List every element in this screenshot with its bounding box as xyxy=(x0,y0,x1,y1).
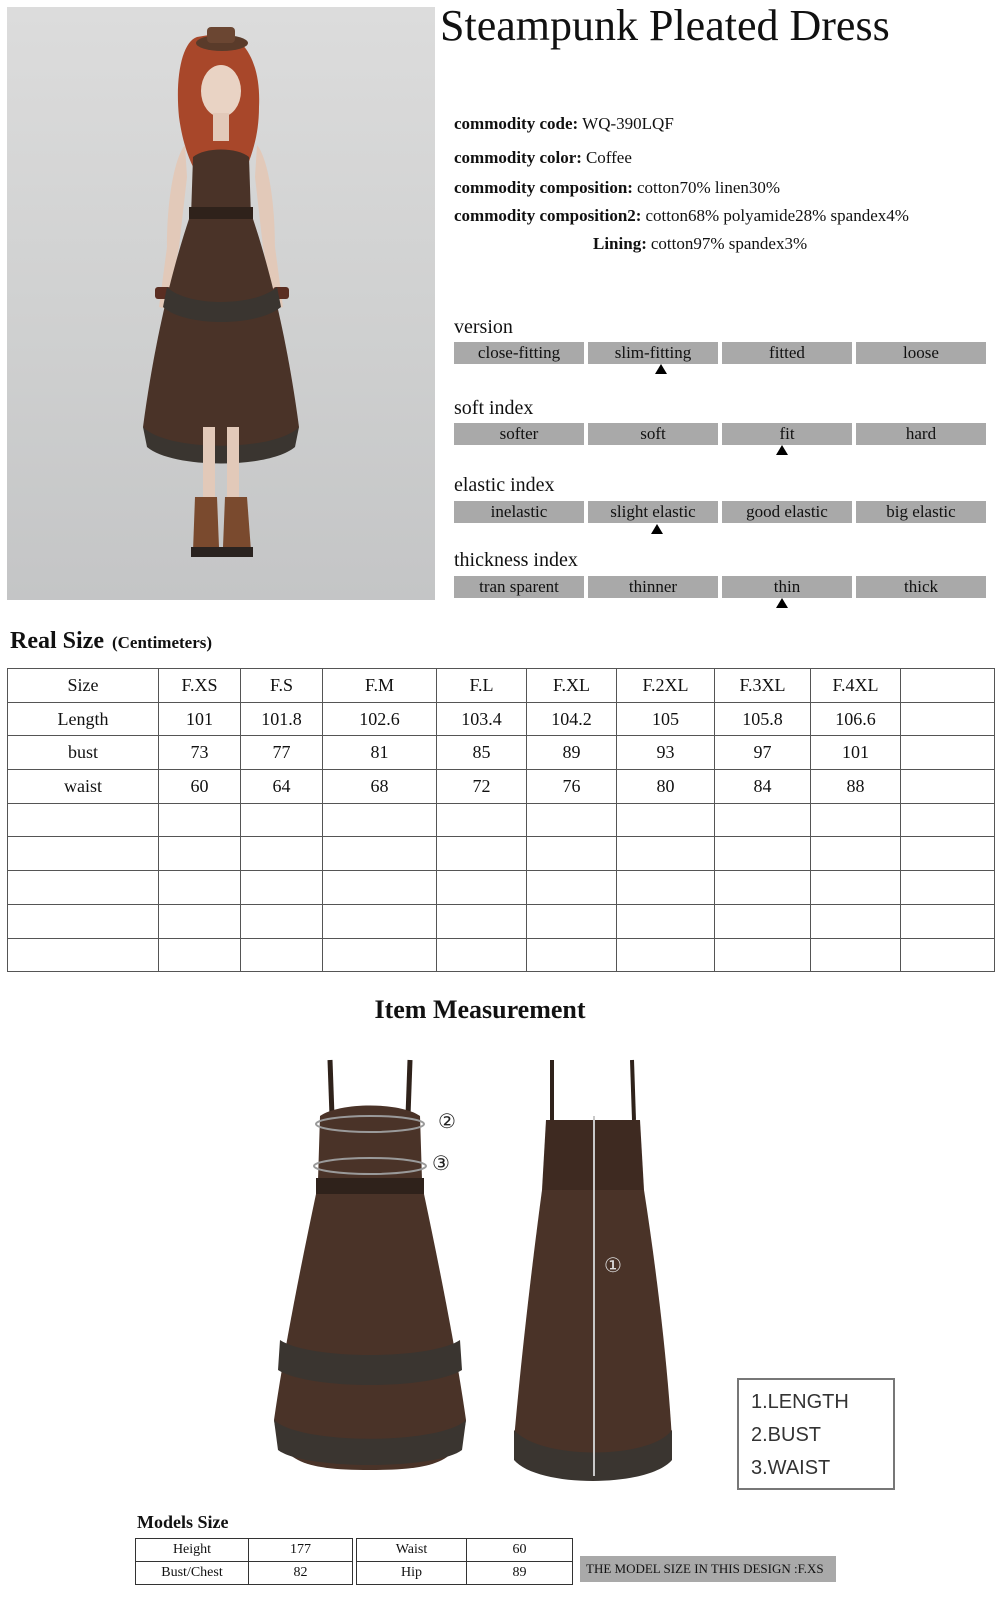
size-table-cell: 84 xyxy=(715,770,811,804)
size-table-cell xyxy=(901,770,995,804)
spec-value: cotton70% linen30% xyxy=(636,178,781,197)
length-marker: ① xyxy=(604,1255,622,1277)
soft-index-option: softer xyxy=(454,423,584,445)
models-table-cell: Height xyxy=(136,1539,249,1562)
size-table-header-cell: F.XL xyxy=(527,669,617,703)
spec-label: commodity composition: xyxy=(454,178,633,197)
size-table-row-waist xyxy=(8,770,995,804)
models-table-row xyxy=(357,1562,573,1585)
model-size-note: THE MODEL SIZE IN THIS DESIGN :F.XS xyxy=(580,1556,836,1582)
spec-label: commodity code: xyxy=(454,114,579,133)
real-size-title: Real Size xyxy=(10,628,104,654)
elastic-index-title: elastic index xyxy=(454,474,555,496)
size-table-row-length xyxy=(8,702,995,736)
version-option: slim-fitting xyxy=(588,342,718,364)
dress-back-illustration xyxy=(514,1060,672,1481)
size-table-cell: 68 xyxy=(323,770,437,804)
spec-commodity-code xyxy=(454,114,674,134)
spec-commodity-composition xyxy=(454,178,780,198)
size-table-cell: Length xyxy=(8,702,159,736)
size-table-empty-row xyxy=(8,938,995,972)
thickness-index-option: thinner xyxy=(588,576,718,598)
model-illustration xyxy=(7,7,435,600)
spec-label: commodity composition2: xyxy=(454,206,642,225)
thickness-index-option: tran sparent xyxy=(454,576,584,598)
models-size-title: Models Size xyxy=(137,1512,229,1532)
legend-item-length: 1.LENGTH xyxy=(751,1391,849,1413)
size-table-cell: 72 xyxy=(437,770,527,804)
elastic-index-option: good elastic xyxy=(722,501,852,523)
soft-index-selected-marker-icon xyxy=(776,445,788,455)
size-table-cell: 101.8 xyxy=(241,702,323,736)
version-option: loose xyxy=(856,342,986,364)
size-table-row-bust xyxy=(8,736,995,770)
size-table-cell: 64 xyxy=(241,770,323,804)
version-option: close-fitting xyxy=(454,342,584,364)
thickness-index-option: thin xyxy=(722,576,852,598)
soft-index-option: soft xyxy=(588,423,718,445)
size-table-header-cell xyxy=(901,669,995,703)
spec-value: cotton97% spandex3% xyxy=(650,234,808,253)
size-table-cell: 81 xyxy=(323,736,437,770)
models-table-row xyxy=(357,1539,573,1562)
size-table-cell: 89 xyxy=(527,736,617,770)
size-table-cell: 76 xyxy=(527,770,617,804)
size-table-header-cell: F.S xyxy=(241,669,323,703)
version-scale xyxy=(454,342,986,364)
size-table-cell: 77 xyxy=(241,736,323,770)
product-photo xyxy=(7,7,435,600)
size-table-cell xyxy=(901,702,995,736)
size-table-cell xyxy=(901,736,995,770)
size-table-header-cell: F.3XL xyxy=(715,669,811,703)
elastic-index-option: big elastic xyxy=(856,501,986,523)
size-table-header-cell: F.XS xyxy=(159,669,241,703)
size-table-cell: 97 xyxy=(715,736,811,770)
models-table-row xyxy=(136,1539,353,1562)
spec-value: Coffee xyxy=(585,148,632,167)
models-table-row xyxy=(136,1562,353,1585)
models-table-cell: Waist xyxy=(357,1539,467,1562)
spec-commodity-composition2 xyxy=(454,206,909,226)
size-table-header-cell: Size xyxy=(8,669,159,703)
soft-index-option: hard xyxy=(856,423,986,445)
version-title: version xyxy=(454,316,513,338)
size-table-header-cell: F.4XL xyxy=(811,669,901,703)
size-table-cell: 105.8 xyxy=(715,702,811,736)
size-table-cell: 101 xyxy=(159,702,241,736)
bust-marker: ② xyxy=(438,1111,456,1133)
size-table-header-row xyxy=(8,669,995,703)
thickness-index-title: thickness index xyxy=(454,549,578,571)
spec-label: commodity color: xyxy=(454,148,582,167)
size-table-cell: 102.6 xyxy=(323,702,437,736)
size-table-cell: 105 xyxy=(617,702,715,736)
spec-commodity-color xyxy=(454,148,632,168)
thickness-index-scale xyxy=(454,576,986,598)
thickness-index-option: thick xyxy=(856,576,986,598)
real-size-heading xyxy=(10,628,212,655)
legend-item-bust: 2.BUST xyxy=(751,1424,822,1446)
version-option: fitted xyxy=(722,342,852,364)
measurement-diagram xyxy=(270,1050,710,1510)
spec-value: WQ-390LQF xyxy=(582,114,674,133)
soft-index-scale xyxy=(454,423,986,445)
models-table-left xyxy=(135,1538,353,1585)
elastic-index-scale xyxy=(454,501,986,523)
size-table-empty-row xyxy=(8,837,995,871)
spec-lining xyxy=(593,234,807,254)
waist-marker: ③ xyxy=(432,1153,450,1175)
elastic-index-selected-marker-icon xyxy=(651,524,663,534)
size-table-cell: 73 xyxy=(159,736,241,770)
size-table-cell: 103.4 xyxy=(437,702,527,736)
models-table-right xyxy=(356,1538,573,1585)
size-table-cell: 93 xyxy=(617,736,715,770)
size-table-cell: 88 xyxy=(811,770,901,804)
legend-item-waist: 3.WAIST xyxy=(751,1457,831,1479)
elastic-index-option: inelastic xyxy=(454,501,584,523)
item-measurement-title: Item Measurement xyxy=(374,995,586,1024)
size-table-empty-row xyxy=(8,871,995,905)
size-table-empty-row xyxy=(8,803,995,837)
size-table-header-cell: F.2XL xyxy=(617,669,715,703)
size-table-cell: 101 xyxy=(811,736,901,770)
size-table-cell: 85 xyxy=(437,736,527,770)
product-title: Steampunk Pleated Dress xyxy=(440,1,890,50)
version-selected-marker-icon xyxy=(655,364,667,374)
elastic-index-option: slight elastic xyxy=(588,501,718,523)
size-table-cell: 60 xyxy=(159,770,241,804)
models-table-cell: 177 xyxy=(249,1539,353,1562)
soft-index-option: fit xyxy=(722,423,852,445)
size-table-header-cell: F.M xyxy=(323,669,437,703)
size-table-cell: waist xyxy=(8,770,159,804)
size-table-cell: bust xyxy=(8,736,159,770)
size-table-cell: 106.6 xyxy=(811,702,901,736)
spec-value: cotton68% polyamide28% spandex4% xyxy=(645,206,909,225)
models-table-cell: 89 xyxy=(467,1562,573,1585)
thickness-index-selected-marker-icon xyxy=(776,598,788,608)
models-table-cell: Hip xyxy=(357,1562,467,1585)
size-table xyxy=(7,668,995,972)
models-table-cell: 82 xyxy=(249,1562,353,1585)
measurement-legend xyxy=(737,1378,895,1490)
models-table-cell: 60 xyxy=(467,1539,573,1562)
size-table-header-cell: F.L xyxy=(437,669,527,703)
size-table-cell: 80 xyxy=(617,770,715,804)
size-table-empty-row xyxy=(8,904,995,938)
spec-label: Lining: xyxy=(593,234,647,253)
real-size-unit: (Centimeters) xyxy=(111,633,213,652)
soft-index-title: soft index xyxy=(454,397,534,419)
size-table-cell: 104.2 xyxy=(527,702,617,736)
models-table-cell: Bust/Chest xyxy=(136,1562,249,1585)
